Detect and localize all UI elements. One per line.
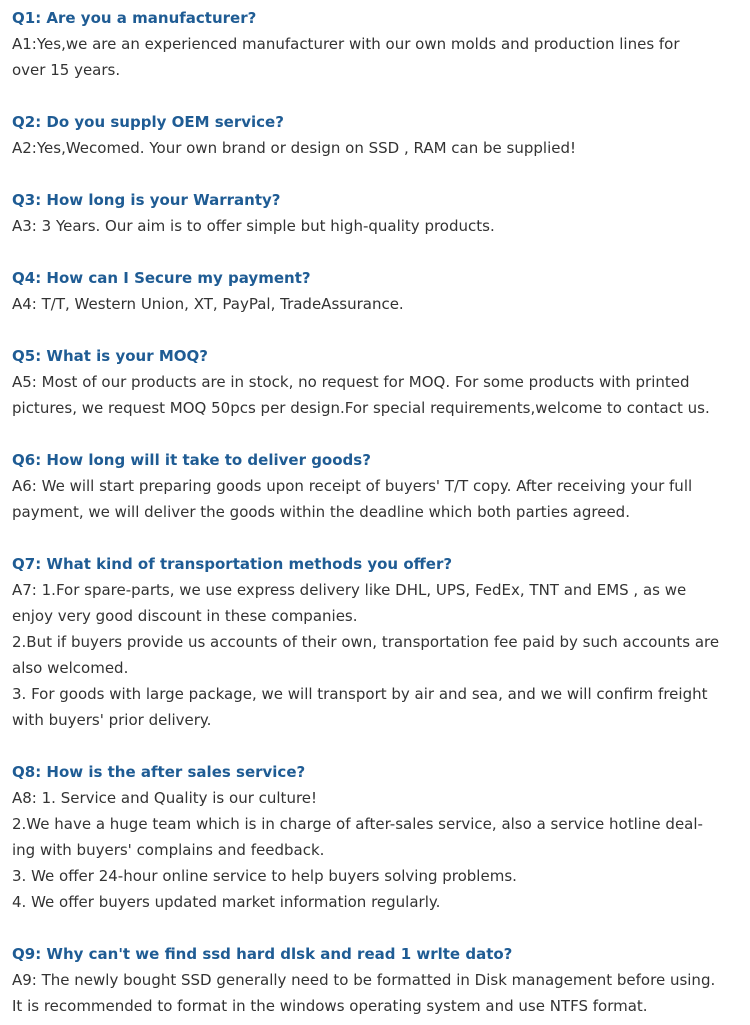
faq-item: [12, 265, 738, 317]
answer-line: A1:Yes,we are an experienced manufacturer with our own molds and production lines for: [12, 35, 680, 53]
faq-question: Q5: What is your MOQ?: [12, 347, 208, 365]
faq-answer: [12, 135, 738, 161]
faq-answer: [12, 967, 738, 1019]
faq-answer: [12, 31, 738, 83]
answer-line: payment, we will deliver the goods within the deadline which both parties agreed.: [12, 503, 630, 521]
answer-line: It is recommended to format in the windows operating system and use NTFS format.: [12, 997, 648, 1015]
answer-line: A7: 1.For spare-parts, we use express delivery like DHL, UPS, FedEx, TNT and EMS , as we: [12, 581, 687, 599]
answer-line: ing with buyers' complains and feedback.: [12, 841, 325, 859]
faq-answer: [12, 577, 738, 733]
faq-answer: [12, 213, 738, 239]
faq-question: Q3: How long is your Warranty?: [12, 191, 281, 209]
faq-item: [12, 759, 738, 915]
answer-line: A9: The newly bought SSD generally need to be formatted in Disk management before using.: [12, 971, 716, 989]
faq-question: Q2: Do you supply OEM service?: [12, 113, 284, 131]
answer-line: pictures, we request MOQ 50pcs per design.For special requirements,welcome to contact us.: [12, 399, 710, 417]
faq-item: [12, 941, 738, 1019]
answer-line: 3. For goods with large package, we will transport by air and sea, and we will confirm freight: [12, 685, 708, 703]
faq-question: Q7: What kind of transportation methods you offer?: [12, 555, 453, 573]
faq-answer: [12, 369, 738, 421]
faq-item: [12, 5, 738, 83]
answer-line: A5: Most of our products are in stock, no request for MOQ. For some products with printed: [12, 373, 690, 391]
faq-answer: [12, 291, 738, 317]
faq-item: [12, 551, 738, 733]
answer-line: with buyers' prior delivery.: [12, 711, 212, 729]
answer-line: A8: 1. Service and Quality is our culture!: [12, 789, 318, 807]
answer-line: A4: T/T, Western Union, XT, PayPal, TradeAssurance.: [12, 295, 404, 313]
faq-answer: [12, 473, 738, 525]
answer-line: A6: We will start preparing goods upon receipt of buyers' T/T copy. After receiving your full: [12, 477, 693, 495]
answer-line: enjoy very good discount in these companies.: [12, 607, 358, 625]
faq-item: [12, 109, 738, 161]
faq-item: [12, 447, 738, 525]
answer-line: A3: 3 Years. Our aim is to offer simple but high-quality products.: [12, 217, 495, 235]
answer-line: also welcomed.: [12, 659, 129, 677]
answer-line: over 15 years.: [12, 61, 121, 79]
faq-answer: [12, 785, 738, 915]
faq-question: Q8: How is the after sales service?: [12, 763, 306, 781]
answer-line: 4. We offer buyers updated market information regularly.: [12, 893, 441, 911]
faq-question: Q6: How long will it take to deliver goods?: [12, 451, 371, 469]
answer-line: 3. We offer 24-hour online service to help buyers solving problems.: [12, 867, 517, 885]
answer-line: A2:Yes,Wecomed. Your own brand or design on SSD , RAM can be supplied!: [12, 139, 577, 157]
faq-item: [12, 187, 738, 239]
faq-question: Q4: How can I Secure my payment?: [12, 269, 311, 287]
answer-line: 2.We have a huge team which is in charge of after-sales service, also a service hotline deal-: [12, 815, 703, 833]
answer-line: 2.But if buyers provide us accounts of their own, transportation fee paid by such accounts are: [12, 633, 720, 651]
faq-item: [12, 343, 738, 421]
faq-question: Q9: Why can't we find ssd hard dlsk and read 1 wrlte dato?: [12, 945, 513, 963]
faq-question: Q1: Are you a manufacturer?: [12, 9, 257, 27]
